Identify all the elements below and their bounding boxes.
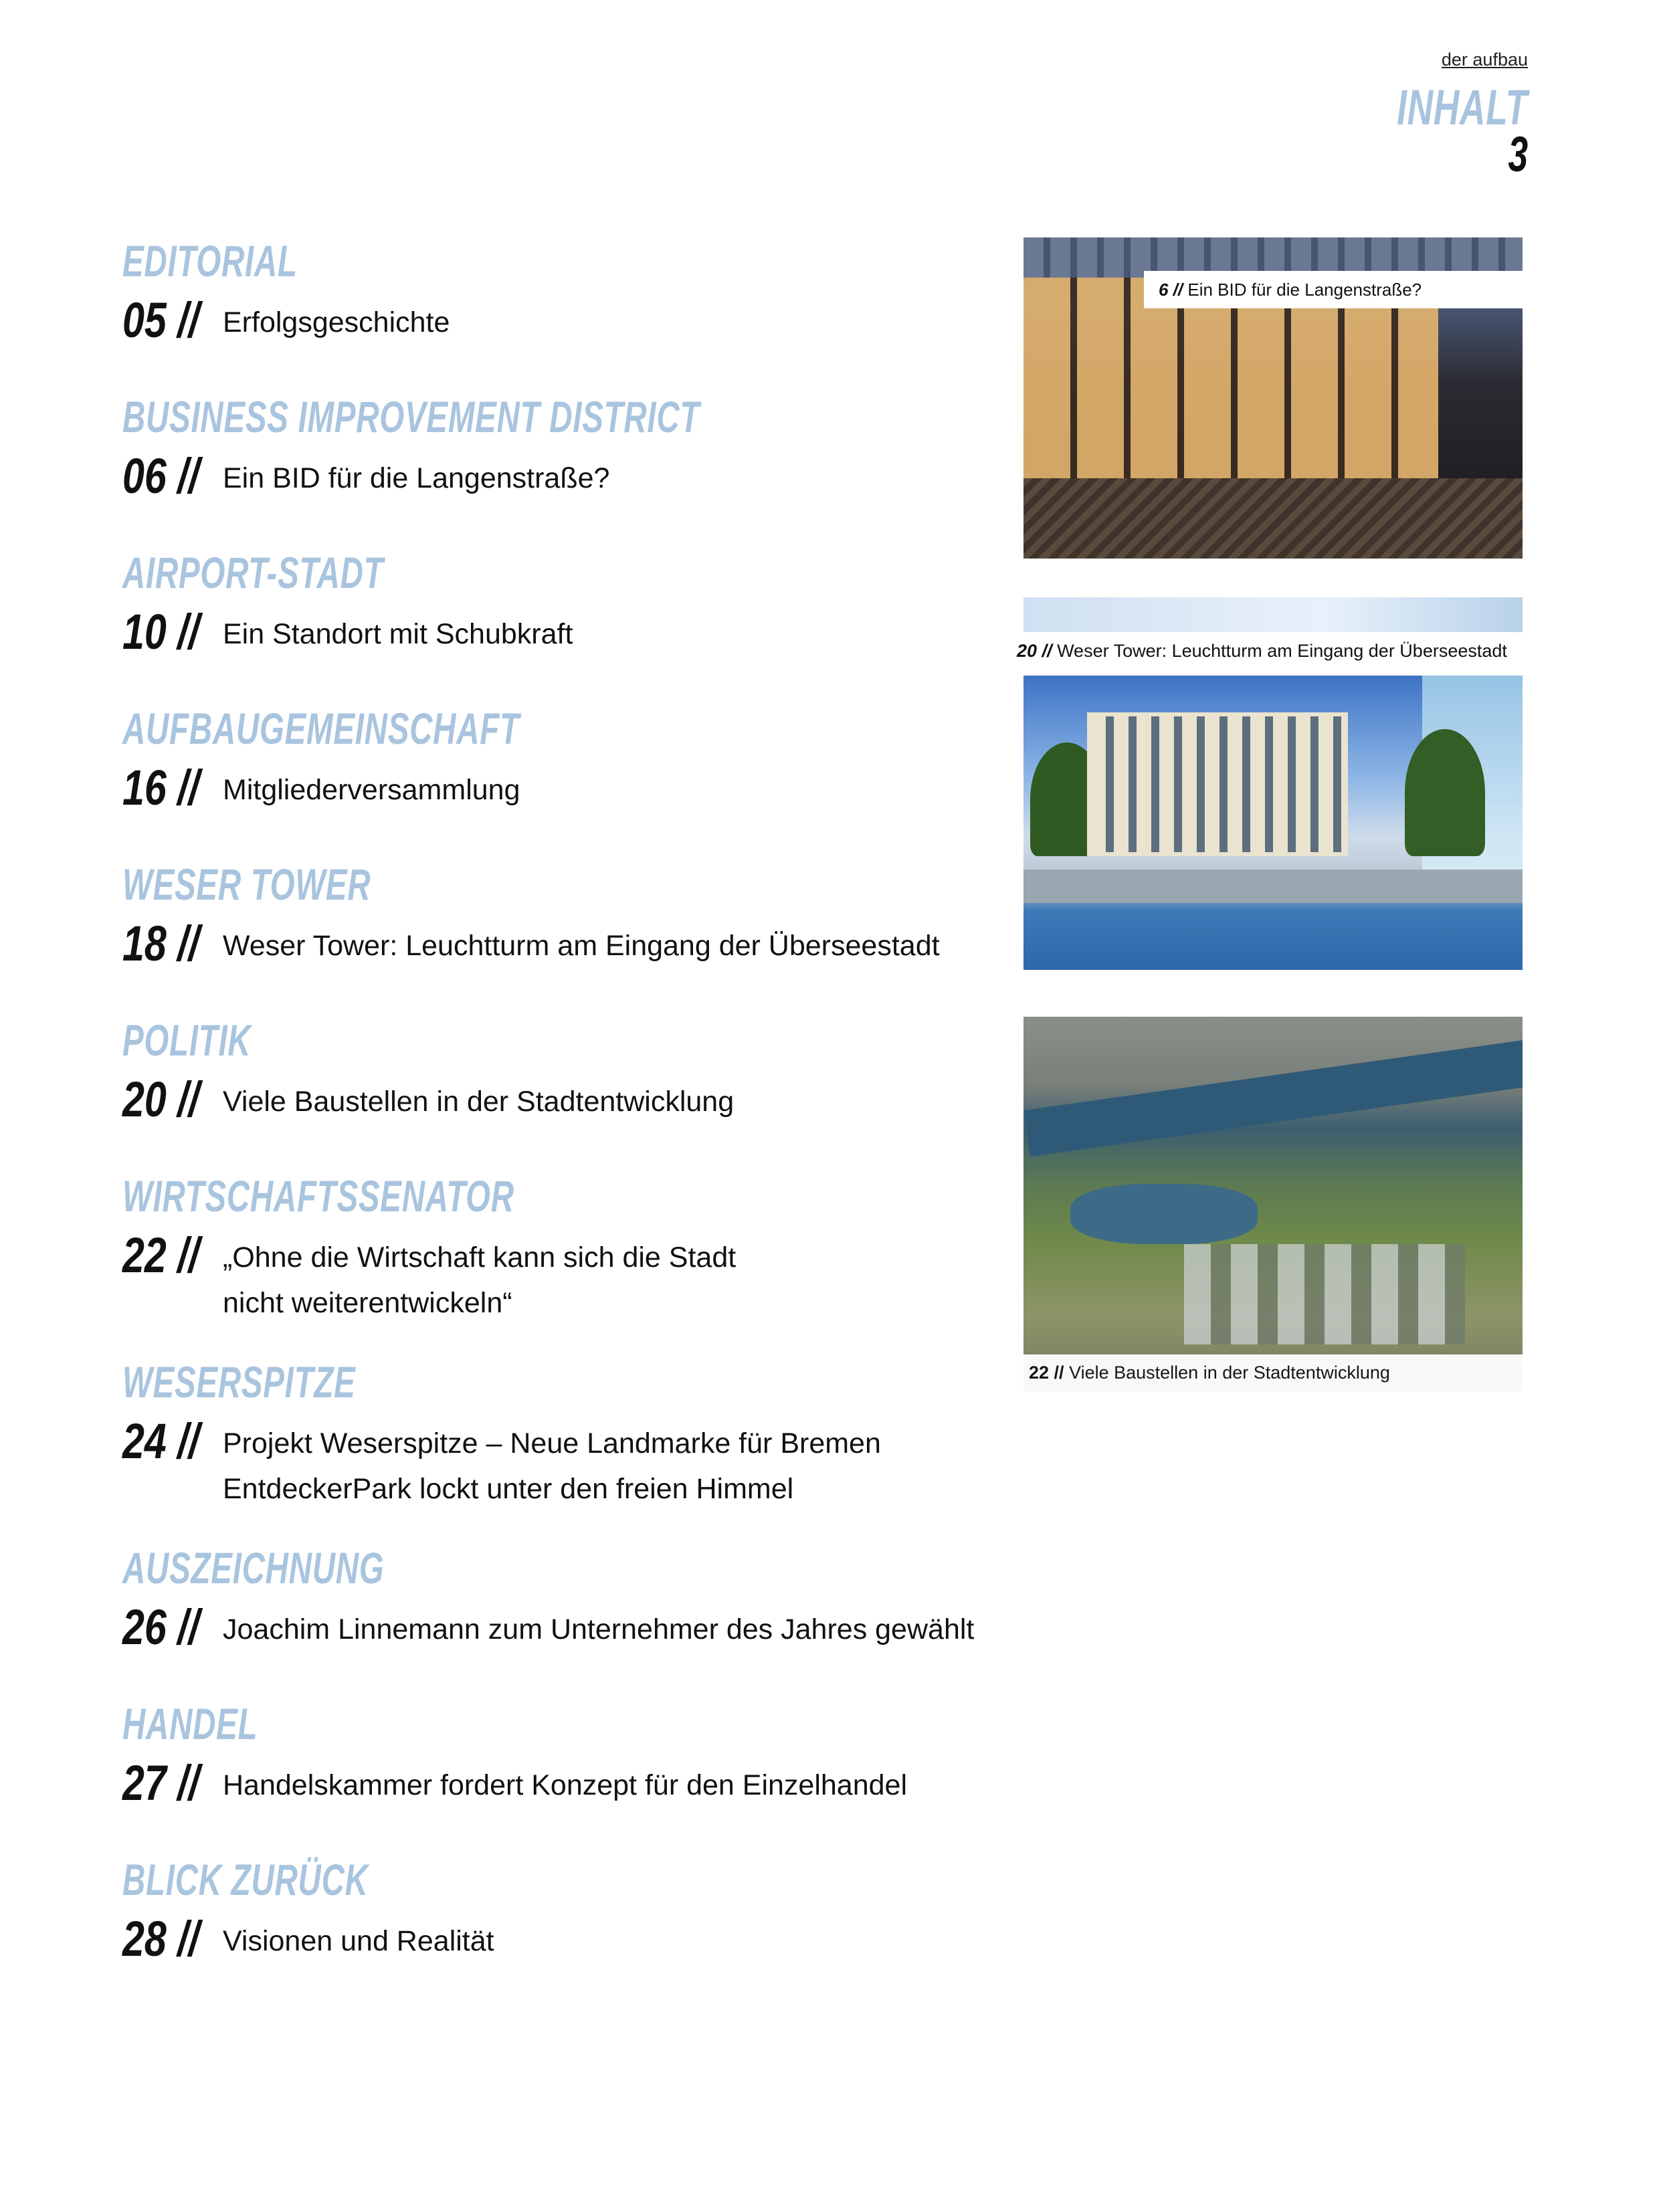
toc-entry[interactable] <box>122 602 992 662</box>
toc-section <box>122 543 992 662</box>
entry-page-number: 28 // <box>122 1911 200 1967</box>
toc-entry[interactable] <box>122 1070 992 1130</box>
section-heading: BUSINESS IMPROVEMENT DISTRICT <box>122 392 700 441</box>
entry-title: Ein Standort mit Schubkraft <box>223 618 573 650</box>
toc-section <box>122 1352 992 1512</box>
entry-title: Ein BID für die Langenstraße? <box>223 462 610 494</box>
section-heading: WIRTSCHAFTSSENATOR <box>122 1171 514 1221</box>
page-number: 3 <box>1508 126 1528 182</box>
toc-section <box>122 699 992 818</box>
section-heading: WESERSPITZE <box>122 1357 356 1407</box>
entry-page-number: 05 // <box>122 292 200 348</box>
entry-title: Weser Tower: Leuchtturm am Eingang der Überseestadt <box>223 930 940 962</box>
toc-section <box>122 1538 992 1657</box>
toc-entry[interactable] <box>122 1225 992 1326</box>
entry-page-number: 16 // <box>122 760 200 815</box>
toc-section <box>122 1011 992 1130</box>
toc-section <box>122 1850 992 1969</box>
section-heading: POLITIK <box>122 1015 252 1065</box>
toc-section <box>122 231 992 350</box>
toc-entry[interactable] <box>122 1597 992 1657</box>
entry-page-number: 27 // <box>122 1755 200 1811</box>
toc-entry[interactable] <box>122 1753 992 1813</box>
photo-caption-2: 20 // Weser Tower: Leuchtturm am Eingang der Überseestadt <box>1017 641 1507 661</box>
entry-title: Mitgliederversammlung <box>223 774 520 806</box>
entry-page-number: 26 // <box>122 1599 200 1655</box>
toc-entry[interactable] <box>122 446 992 506</box>
toc-section <box>122 387 992 506</box>
toc-entry[interactable] <box>122 290 992 350</box>
section-heading: AUSZEICHNUNG <box>122 1543 385 1593</box>
entry-title: Joachim Linnemann zum Unternehmer des Jahres gewählt <box>223 1613 975 1645</box>
entry-title: „Ohne die Wirtschaft kann sich die Stadt nicht weiterentwickeln“ <box>223 1241 737 1319</box>
section-heading: AUFBAUGEMEINSCHAFT <box>122 704 520 753</box>
section-heading: BLICK ZURÜCK <box>122 1855 369 1904</box>
entry-page-number: 22 // <box>122 1227 200 1283</box>
photo-strip <box>1023 597 1523 632</box>
toc-entry[interactable] <box>122 1909 992 1969</box>
photo-caption-1: 6 // Ein BID für die Langenstraße? <box>1144 271 1523 308</box>
entry-title: Projekt Weserspitze – Neue Landmarke für Bremen EntdeckerPark lockt unter den freien Himmel <box>223 1427 881 1505</box>
entry-title: Viele Baustellen in der Stadtentwicklung <box>223 1086 735 1118</box>
toc-section <box>122 1167 992 1326</box>
page-title: INHALT <box>1397 80 1528 135</box>
photo-aerial-city <box>1023 1017 1523 1391</box>
entry-title: Erfolgsgeschichte <box>223 306 450 338</box>
section-heading: HANDEL <box>122 1699 258 1748</box>
table-of-contents <box>122 231 992 1969</box>
toc-section <box>122 1694 992 1813</box>
entry-title: Visionen und Realität <box>223 1925 494 1957</box>
entry-page-number: 18 // <box>122 916 200 971</box>
toc-entry[interactable] <box>122 1411 992 1512</box>
entry-page-number: 06 // <box>122 448 200 504</box>
toc-entry[interactable] <box>122 758 992 818</box>
section-heading: WESER TOWER <box>122 860 371 909</box>
entry-title: Handelskammer fordert Konzept für den Einzelhandel <box>223 1769 908 1801</box>
photo-caption-3: 22 // Viele Baustellen in der Stadtentwicklung <box>1023 1354 1523 1391</box>
entry-page-number: 24 // <box>122 1413 200 1469</box>
magazine-name: der aufbau <box>1441 49 1528 70</box>
toc-entry[interactable] <box>122 914 992 974</box>
entry-page-number: 10 // <box>122 604 200 660</box>
section-heading: EDITORIAL <box>122 236 298 286</box>
photo-weser-tower <box>1023 676 1523 970</box>
section-heading: AIRPORT-STADT <box>122 548 384 597</box>
toc-section <box>122 855 992 974</box>
entry-page-number: 20 // <box>122 1072 200 1127</box>
